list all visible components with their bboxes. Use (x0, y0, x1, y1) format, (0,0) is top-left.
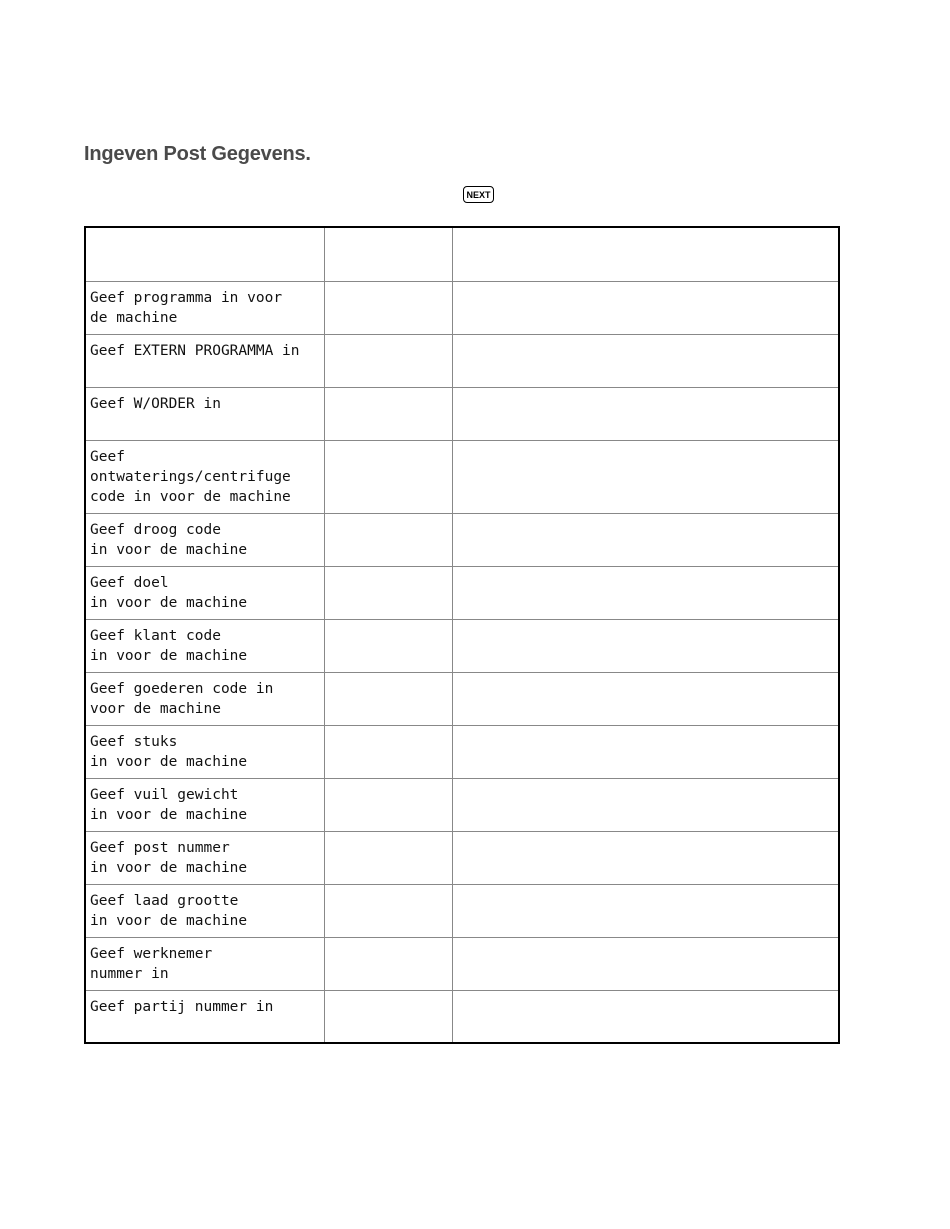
value-cell (324, 513, 452, 566)
value-cell (324, 725, 452, 778)
value-cell (324, 884, 452, 937)
prompt-cell: Geef post nummer in voor de machine (85, 831, 324, 884)
prompt-cell: Geef doel in voor de machine (85, 566, 324, 619)
value-cell (324, 281, 452, 334)
table-row (85, 281, 839, 334)
post-data-table (84, 226, 840, 1044)
note-cell (452, 672, 839, 725)
value-cell (324, 387, 452, 440)
prompt-cell: Geef EXTERN PROGRAMMA in (85, 334, 324, 387)
table-row (85, 725, 839, 778)
prompt-cell: Geef stuks in voor de machine (85, 725, 324, 778)
table-row (85, 440, 839, 513)
value-cell (324, 778, 452, 831)
note-cell (452, 778, 839, 831)
value-cell (324, 990, 452, 1043)
table-row (85, 619, 839, 672)
table-row (85, 884, 839, 937)
table-row (85, 831, 839, 884)
page-title: Ingeven Post Gegevens. (84, 143, 311, 165)
value-cell (324, 831, 452, 884)
prompt-cell: Geef partij nummer in (85, 990, 324, 1043)
note-cell (452, 725, 839, 778)
table-header-row (85, 227, 839, 281)
header-cell (324, 227, 452, 281)
header-cell (85, 227, 324, 281)
table-row (85, 990, 839, 1043)
note-cell (452, 387, 839, 440)
prompt-cell: Geef ontwaterings/centrifuge code in voor de machine (85, 440, 324, 513)
value-cell (324, 937, 452, 990)
note-cell (452, 884, 839, 937)
table-row (85, 778, 839, 831)
note-cell (452, 831, 839, 884)
value-cell (324, 619, 452, 672)
prompt-cell: Geef werknemer nummer in (85, 937, 324, 990)
note-cell (452, 937, 839, 990)
value-cell (324, 334, 452, 387)
note-cell (452, 566, 839, 619)
next-key-icon: NEXT (463, 186, 494, 203)
note-cell (452, 440, 839, 513)
prompt-cell: Geef W/ORDER in (85, 387, 324, 440)
prompt-cell: Geef programma in voor de machine (85, 281, 324, 334)
note-cell (452, 334, 839, 387)
table-row (85, 937, 839, 990)
prompt-cell: Geef laad grootte in voor de machine (85, 884, 324, 937)
prompt-cell: Geef vuil gewicht in voor de machine (85, 778, 324, 831)
value-cell (324, 440, 452, 513)
prompt-cell: Geef droog code in voor de machine (85, 513, 324, 566)
note-cell (452, 990, 839, 1043)
table-row (85, 334, 839, 387)
table-row (85, 387, 839, 440)
note-cell (452, 281, 839, 334)
prompt-cell: Geef goederen code in voor de machine (85, 672, 324, 725)
table-row (85, 672, 839, 725)
note-cell (452, 619, 839, 672)
header-cell (452, 227, 839, 281)
table-row (85, 566, 839, 619)
value-cell (324, 566, 452, 619)
note-cell (452, 513, 839, 566)
value-cell (324, 672, 452, 725)
prompt-cell: Geef klant code in voor de machine (85, 619, 324, 672)
table-row (85, 513, 839, 566)
